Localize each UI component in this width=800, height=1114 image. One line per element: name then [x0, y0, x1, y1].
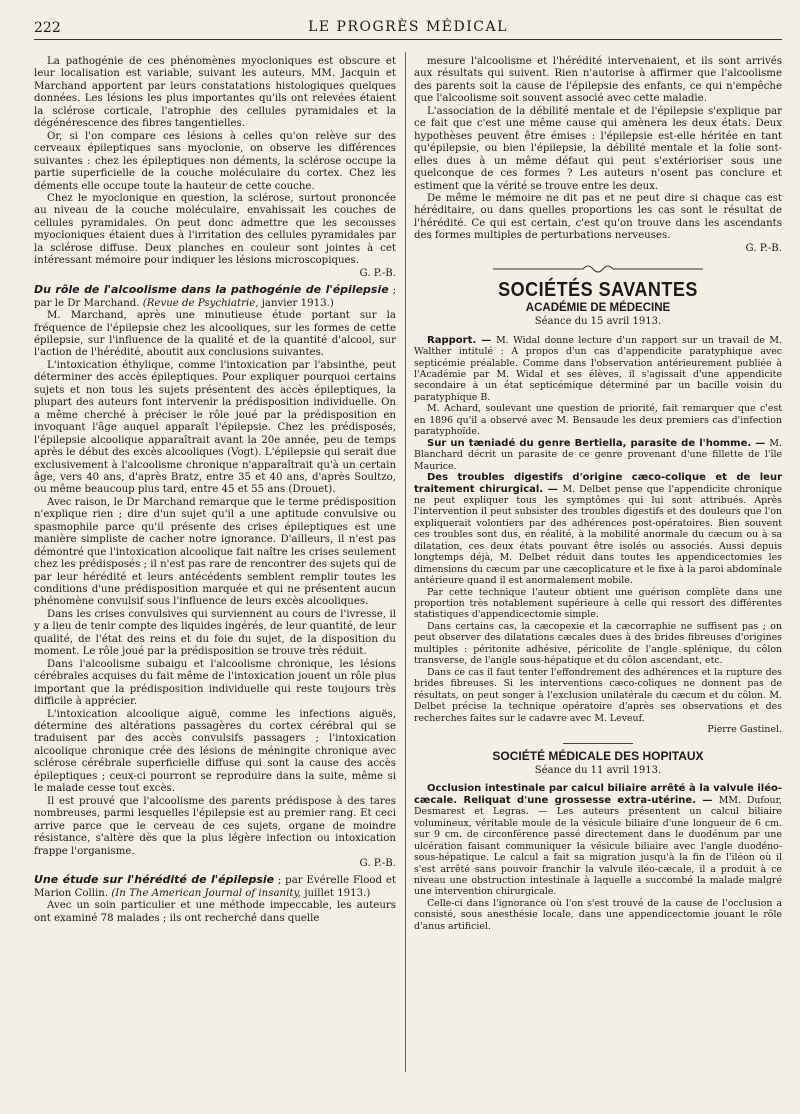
journal-title: LE PROGRÈS MÉDICAL: [308, 19, 508, 35]
paragraph: Chez le myoclonique en question, la sclérose, surtout prononcée au niveau de la couche moléculaire, envahissait les couches de cellules pyramidales. On peut donc admettre que les secousses myocloniques étaient dues à l'irritation des cellules pyramidales par la sclérose diffuse. Deux planches en couleur sont jointes à cet intéressant mémoire pour indiquer les lésions microscopiques.: [34, 192, 396, 267]
paragraph: Dans l'alcoolisme subaigu et l'alcoolisme chronique, les lésions cérébrales acquises du fait même de l'intoxication jouent un rôle plus important que la prédisposition individuelle qui reste toujours très difficile à apprécier.: [34, 658, 396, 708]
review-title: Une étude sur l'hérédité de l'épilepsie: [34, 873, 275, 887]
review-date: juillet 1913.): [301, 887, 371, 899]
review-journal: (Revue de Psychiatrie,: [142, 297, 259, 309]
paragraph: mesure l'alcoolisme et l'hérédité intervenaient, et ils sont arrivés aux résultats qui suivent. Rien n'autorise à affirmer que l'alcoolisme des parents soit la cause de l'épilepsie des enfants, ce qui n'empêche que l'alcoolisme soit souvent associé avec cette maladie.: [414, 56, 782, 105]
paragraph: Avec un soin particulier et une méthode impeccable, les auteurs ont examiné 78 malades ; ils ont recherché dans quelle: [34, 900, 396, 924]
report-text: M. Blanchard décrit un parasite de ce genre provenant d'une fillette de l'île Maurice.: [414, 437, 782, 472]
report-item: [414, 335, 782, 404]
report-text: M. Delbet pense que l'appendicite chronique ne peut expliquer tous les symptômes qui lui sont attribués. Après l'intervention il peut subsister des troubles digestifs et des douleurs que l'on expliquerait volontiers par des adhérences post-opératoires. Bien souvent ces troubles sont dus, en réalité, à la mobilité anormale du cæcum ou à sa dilatation, ces deux états pouvant être isolés ou associés. Aussi depuis longtemps déjà, M. Delbet réduit dans toutes les appendicectomies les dimensions du cæcum par une cæcoplicature et le fixe à la paroi abdominale antérieure quand il est anormalement mobile.: [414, 483, 782, 587]
paragraph: M. Achard, soulevant une question de priorité, fait remarquer que c'est en 1896 qu'il a observé avec M. Bensaude les deux premiers cas d'infection paratyphoïde.: [414, 403, 782, 438]
review-title: Du rôle de l'alcoolisme dans la pathogénie de l'épilepsie: [34, 283, 389, 297]
review-journal: (In The American Journal of insanity,: [111, 887, 302, 899]
paragraph: L'intoxication éthylique, comme l'intoxication par l'absinthe, peut déterminer des accès épileptiques. Pour expliquer pourquoi certains sujets et non tous les sujets présentent des accès épileptiques, la plupart des auteurs font intervenir la prédisposition individuelle. On a même cherché à préciser le rôle joué par la prédisposition en invoquant l'âge auquel apparaît l'épilepsie. Chez les prédisposés, l'épilepsie alcoolique apparaîtrait avant la 20e année, peu de temps après le début des excès alcooliques (Vogt). L'épilepsie qui serait due exclusivement à l'alcoolisme chronique n'apparaîtrait qu'à un certain âge, vers 40 ans, d'après Bratz, entre 35 et 40 ans, d'après Soultzo, ou même beaucoup plus tard, entre 45 et 55 ans (Drouet).: [34, 359, 396, 496]
session-date: Séance du 11 avril 1913.: [534, 764, 662, 776]
review-entry-heading: [34, 284, 396, 310]
paragraph: Dans ce cas il faut tenter l'effondrement des adhérences et la rupture des brides fibreuses. Si les interventions cæco-coliques ne donnent pas de résultats, on peut songer à l'exclusion unilatérale du cæcum et du côlon. M. Delbet précise la technique opératoire d'après ses observations et des recherches faites sur le cadavre avec M. Leveuf.: [414, 666, 782, 724]
paragraph: Par cette technique l'auteur obtient une guérison complète dans une proportion très notablement supérieure à celle qui ressort des différentes statistiques d'appendicectomie simple.: [414, 586, 782, 621]
signature: Pierre Gastinel.: [707, 724, 782, 736]
signature: G. P.-B.: [359, 267, 396, 279]
paragraph: Or, si l'on compare ces lésions à celles qu'on relève sur des cerveaux épileptiques sans myoclonie, on observe les différences suivantes : chez les épileptiques non déments, la sclérose occupe la partie superficielle de la couche moléculaire du cortex. Chez les déments elle occupe toute la hauteur de cette couche.: [34, 130, 396, 192]
report-heading: Sur un tæniadé du genre Bertiella, parasite de l'homme. —: [427, 437, 770, 449]
session-date: Séance du 15 avril 1913.: [534, 316, 662, 328]
page-number: 222: [34, 20, 61, 36]
section-title: SOCIÉTÉS SAVANTES: [498, 277, 698, 301]
ornament-divider-icon: [493, 263, 703, 275]
right-column: [414, 56, 782, 932]
ornament-divider: [414, 263, 782, 277]
paragraph: De même le mémoire ne dit pas et ne peut dire si chaque cas est héréditaire, ou dans quelles proportions les cas sont le résultat de l'hérédité. Ce qui est certain, c'est qu'on trouve dans les ascendants des formes multiples de perturbations nerveuses.: [414, 192, 782, 242]
paragraph: Celle-ci dans l'ignorance où l'on s'est trouvé de la cause de l'occlusion a consisté, sous anesthésie locale, dans une appendicectomie jouant le rôle d'anus artificiel.: [414, 897, 782, 932]
header-rule: [34, 39, 782, 40]
review-author: ; par Evérelle Flood et Marion Collin.: [34, 875, 396, 899]
left-column: [34, 56, 396, 925]
review-date: janvier 1913.): [258, 297, 334, 309]
paragraph: La pathogénie de ces phénomènes myocloniques est obscure et leur localisation est variable, suivant les auteurs. MM. Jacquin et Marchand apportent par leurs constatations histologiques quelques données. Les lésions les plus importantes qu'ils ont relevées étaient la sclérose corticale, l'atrophie des cellules pyramidales et la dégénérescence des fibres tangentielles.: [34, 56, 396, 130]
report-item: [414, 783, 782, 898]
paragraph: L'intoxication alcoolique aiguë, comme les infections aiguës, détermine des altérations passagères du cortex cérébral qui se traduisent par des accès convulsifs passagers ; l'intoxication alcoolique chronique crée des lésions de méningite chronique avec sclérose cérébrale superficielle diffuse qui sont la cause des accès épileptiques ; ceux-ci pourront se reproduire dans la suite, même si le malade cesse tout excès.: [34, 708, 396, 795]
column-divider: [405, 52, 406, 1072]
signature: G. P.-B.: [359, 858, 396, 869]
review-entry-heading: [34, 874, 396, 900]
paragraph: Dans les crises convulsives qui surviennent au cours de l'ivresse, il y a lieu de tenir compte des liquides ingérés, de leur quantité, de leur qualité, de l'état des reins et du foie du sujet, de la disposition du moment. Le rôle joué par la prédisposition se trouve très réduit.: [34, 608, 396, 658]
report-item: [414, 472, 782, 587]
paragraph: L'association de la débilité mentale et de l'épilepsie s'explique par ce fait que c'est une même cause qui amènera les deux états. Deux hypothèses peuvent être émises : l'épilepsie est-elle héritée en tant qu'épilepsie, ou bien l'épilepsie, la débilité mentale et la folie sont-elles dues à un même défaut qui peut s'extérioriser sous une quelconque de ces formes ? Les auteurs n'osent pas conclure et estiment que la vérité se trouve entre les deux.: [414, 105, 782, 192]
report-text: M. Widal donne lecture d'un rapport sur un travail de M. Walther intitulé : A propos d'un cas d'appendicite paratyphique avec septicémie préalable. Comme dans l'observation antérieurement publiée à l'Académie par M. Widal et ses élèves, il s'agissait d'une appendicite secondaire à un état septicémique déterminé par un bacille voisin du paratyphique B.: [414, 334, 783, 403]
report-heading: Des troubles digestifs d'origine cæco-colique et de leur traitement chirurgical. —: [414, 472, 782, 495]
subsection-title: SOCIÉTÉ MÉDICALE DES HOPITAUX: [492, 749, 704, 764]
report-text: MM. Dufour, Desmarest et Legras. — Les auteurs présentent un calcul biliaire volumineux, véritable moule de la vésicule biliaire d'une longueur de 6 cm. sur 9 cm. de circonférence passé directement dans le duodénum par une ulcération faisant communiquer la vésicule biliaire avec l'angle duodéno-sous-hépatique. Le calcul a fait sa migration jusqu'à la fin de l'iléon où il s'est arrêté sans pouvoir franchir la valvule iléo-cæcale, il a produit à ce niveau une obstruction intestinale à laquelle a succombé la malade malgré une intervention chirurgicale.: [414, 794, 783, 898]
review-author: ; par le Dr Marchand.: [34, 285, 397, 309]
section-rule: [563, 743, 633, 744]
paragraph: Dans certains cas, la cæcopexie et la cæcorraphie ne suffisent pas ; on peut observer des dilatations cæcales dues à des brides fibreuses d'origines multiples : péritonite adhésive, péricolite de l'angle splénique, du côlon transverse, de l'angle sous-hépatique et du côlon ascendant, etc.: [414, 620, 782, 667]
report-item: [414, 438, 782, 472]
running-header: [34, 14, 782, 40]
signature: G. P.-B.: [745, 242, 782, 254]
paragraph: Il est prouvé que l'alcoolisme des parents prédispose à des tares nombreuses, parmi lesquelles l'épilepsie est au premier rang. Et ceci arrive parce que le cerveau de ces sujets, organe de moindre résistance, s'altère dès que la plus légère infection ou intoxication frappe l'organisme.: [34, 795, 396, 857]
subsection-title: ACADÉMIE DE MÉDECINE: [525, 301, 671, 314]
paragraph: M. Marchand, après une minutieuse étude portant sur la fréquence de l'épilepsie chez les alcooliques, sur les formes de cette épilepsie, sur l'influence de la qualité et de la quantité d'alcool, sur l'action de l'hérédité, aboutit aux conclusions suivantes.: [34, 310, 396, 359]
academy-reports: [414, 335, 782, 736]
report-heading: Occlusion intestinale par calcul biliaire arrêté à la valvule iléo-cæcale. Reliquat d'une grossesse extra-utérine. —: [414, 783, 782, 806]
hospital-reports: [414, 783, 782, 932]
paragraph: Avec raison, le Dr Marchand remarque que le terme prédisposition n'explique rien ; dire d'un sujet qu'il a une aptitude convulsive ou spasmophile parce qu'il présente des crises épileptiques est une manière simpliste de cacher notre ignorance. D'ailleurs, il n'est pas démontré que l'intoxication alcoolique fait naître les crises seulement chez les prédisposés ; il n'est pas rare de rencontrer des sujets qui de par leur hérédité et leurs antécédents semblent remplir toutes les conditions d'une prédisposition marquée et qui ne présentent aucun phénomène convulsif sous l'influence de leurs excès alcooliques.: [34, 496, 396, 608]
report-heading: Rapport. —: [427, 334, 497, 346]
